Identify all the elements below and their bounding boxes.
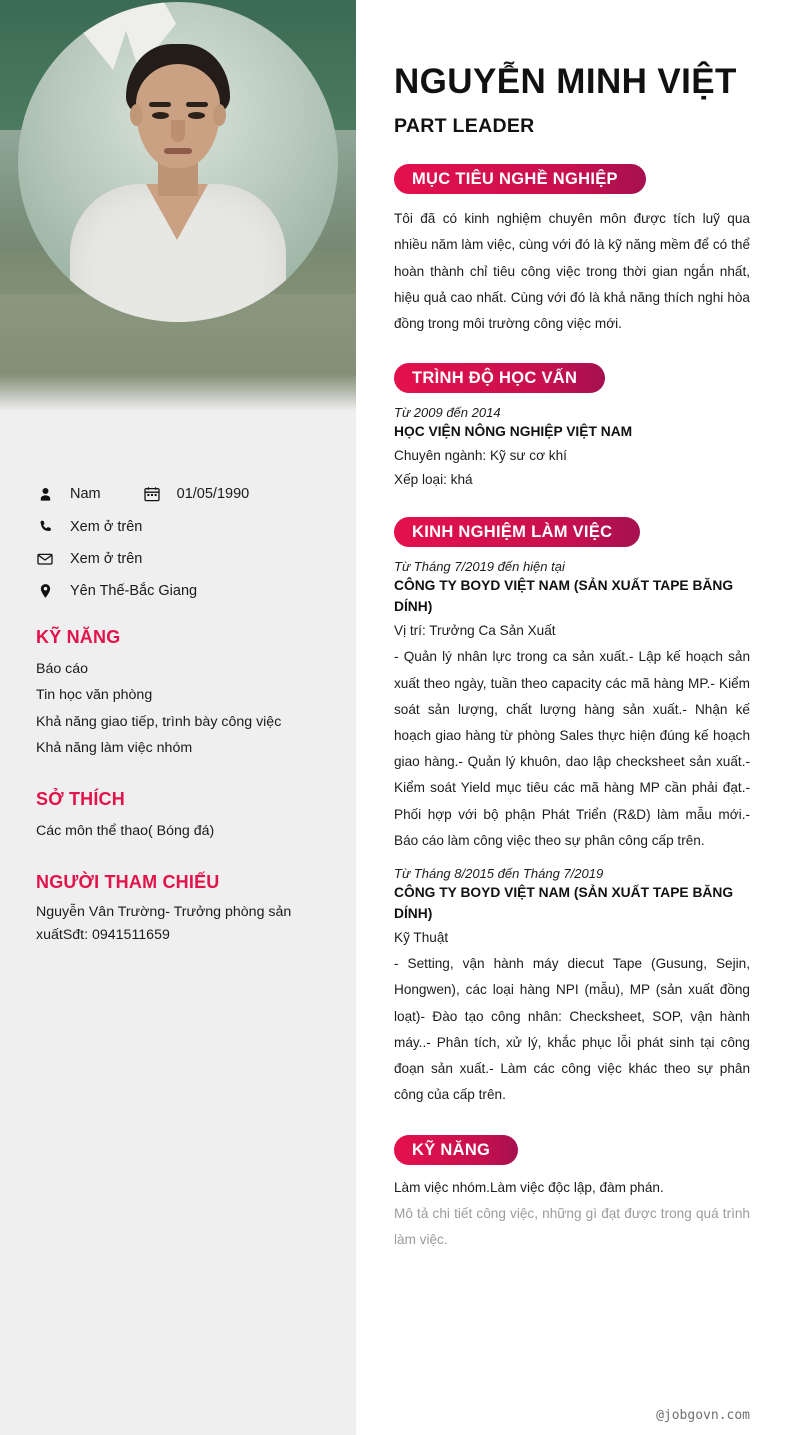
calendar-icon	[143, 486, 161, 502]
experience-company: CÔNG TY BOYD VIỆT NAM (SẢN XUẤT TAPE BĂNG DÍNH)	[394, 885, 734, 922]
section-experience	[394, 517, 750, 1108]
experience-item	[394, 559, 750, 854]
info-row-phone	[36, 519, 320, 535]
portrait-ear-right	[213, 104, 226, 126]
section-title: KỸ NĂNG	[394, 1135, 518, 1165]
experience-item	[394, 866, 750, 1108]
experience-company: CÔNG TY BOYD VIỆT NAM (SẢN XUẤT TAPE BĂNG DÍNH)	[394, 578, 734, 615]
info-birthday	[143, 486, 250, 502]
section-header	[394, 1135, 750, 1165]
left-section-line: Tin học văn phòng	[36, 687, 153, 704]
phone-value: Xem ở trên	[70, 519, 143, 535]
experience-description: - Setting, vận hành máy diecut Tape (Gusung, Sejin, Hongwen), các loại hàng NPI (mẫu), MP (sản xuất đồng loạt)- Đào tạo công nhân: Checksheet, SOP, vận hành máy..- Phân tích, xử lý, khắc phục lỗi phát sinh tại công đoạn sản xuất.- Làm các công việc khác theo sự phân công của cấp trên.	[394, 956, 750, 1103]
portrait-eye-left	[152, 112, 169, 119]
experience-description: - Quản lý nhân lực trong ca sản xuất.- Lập kế hoạch sản xuất theo ngày, tuần theo capacity các mã hàng MP.- Kiểm soát sản lượng, chất lượng hàng sản xuất.- Nhận kế hoạch giao hàng từ phòng Sales thực hiện đúng kế hoạch giao hàng.- Quản lý khuôn, dao lập checksheet sản xuất.- Kiểm soát Yield mục tiêu các mã hàng MP cần phải đạt.- Phối hợp với bộ phận Phát Triển (R&D) làm mẫu mới.- Báo cáo làm công việc theo sự phân công cấp trên.	[394, 649, 750, 848]
section-header	[394, 164, 750, 194]
section-title: KINH NGHIỆM LÀM VIỆC	[394, 517, 640, 547]
left-section-line: Khả năng làm việc nhóm	[36, 739, 193, 756]
left-section-title: NGƯỜI THAM CHIẾU	[36, 872, 220, 893]
left-content	[0, 414, 356, 947]
left-section-title: KỸ NĂNG	[36, 627, 121, 647]
left-section-references	[36, 872, 320, 947]
gender-value: Nam	[70, 486, 101, 502]
section-header	[394, 517, 750, 547]
experience-period: Từ Tháng 7/2019 đến hiện tại	[394, 559, 565, 575]
photo-block	[0, 0, 356, 414]
portrait-illustration	[18, 2, 338, 322]
portrait-shirt	[70, 184, 286, 322]
left-sidebar	[0, 0, 356, 1435]
left-section-line: Khả năng giao tiếp, trình bày công việc	[36, 713, 282, 730]
photo-fade	[0, 374, 356, 414]
left-section-hobbies	[36, 789, 320, 844]
address-value: Yên Thế-Bắc Giang	[70, 583, 198, 599]
section-education	[394, 363, 750, 491]
info-row-gender-birthday	[36, 486, 320, 502]
job-role: PART LEADER	[394, 115, 535, 138]
section-skills	[394, 1135, 750, 1253]
education-school: HỌC VIỆN NÔNG NGHIỆP VIỆT NAM	[394, 424, 633, 440]
skills-text: Làm việc nhóm.Làm việc độc lập, đàm phán.	[394, 1179, 664, 1195]
section-objective	[394, 164, 750, 337]
email-value: Xem ở trên	[70, 551, 143, 567]
experience-position: Kỹ Thuật	[394, 930, 449, 946]
location-pin-icon	[36, 583, 54, 599]
phone-icon	[36, 519, 54, 535]
info-gender	[36, 486, 101, 502]
portrait-ear-left	[130, 104, 143, 126]
section-header	[394, 363, 750, 393]
info-row-email	[36, 551, 320, 567]
portrait-nose	[171, 120, 185, 142]
page-title: NGUYỄN MINH VIỆT	[394, 62, 737, 101]
birthday-value: 01/05/1990	[176, 486, 250, 502]
education-period: Từ 2009 đến 2014	[394, 405, 501, 421]
left-section-line: Nguyễn Vân Trường- Trưởng phòng sản xuấtSđt: 0941511659	[36, 904, 292, 944]
portrait-eyebrow-right	[186, 102, 208, 107]
portrait-eye-right	[188, 112, 205, 119]
portrait-mouth	[164, 148, 192, 154]
left-section-line: Các môn thể thao( Bóng đá)	[36, 823, 215, 840]
education-major: Chuyên ngành: Kỹ sư cơ khí	[394, 448, 567, 464]
left-section-skills	[36, 627, 320, 761]
portrait-eyebrow-left	[149, 102, 171, 107]
section-title: MỤC TIÊU NGHỀ NGHIỆP	[394, 164, 646, 194]
skills-placeholder: Mô tả chi tiết công việc, những gì đạt được trong quá trình làm việc.	[394, 1205, 750, 1247]
section-title: TRÌNH ĐỘ HỌC VẤN	[394, 363, 605, 393]
experience-position: Vị trí: Trưởng Ca Sản Xuất	[394, 623, 556, 639]
watermark: @jobgovn.com	[656, 1408, 750, 1423]
email-icon	[36, 551, 54, 567]
experience-period: Từ Tháng 8/2015 đến Tháng 7/2019	[394, 866, 604, 882]
avatar	[18, 2, 338, 322]
main-content	[356, 0, 790, 1435]
info-row-address	[36, 583, 320, 599]
objective-text: Tôi đã có kinh nghiệm chuyên môn được tích luỹ qua nhiều năm làm việc, cùng với đó là kỹ năng mềm để có thể hoàn thành chỉ tiêu công việc trong thời gian ngắn nhất, hiệu quả cao nhất. Cùng với đó là khả năng thích nghi hòa đồng trong môi trường công việc mới.	[394, 211, 750, 332]
person-icon	[36, 486, 54, 502]
left-section-line: Báo cáo	[36, 661, 89, 677]
left-section-title: SỞ THÍCH	[36, 789, 125, 810]
education-grade: Xếp loại: khá	[394, 472, 473, 488]
